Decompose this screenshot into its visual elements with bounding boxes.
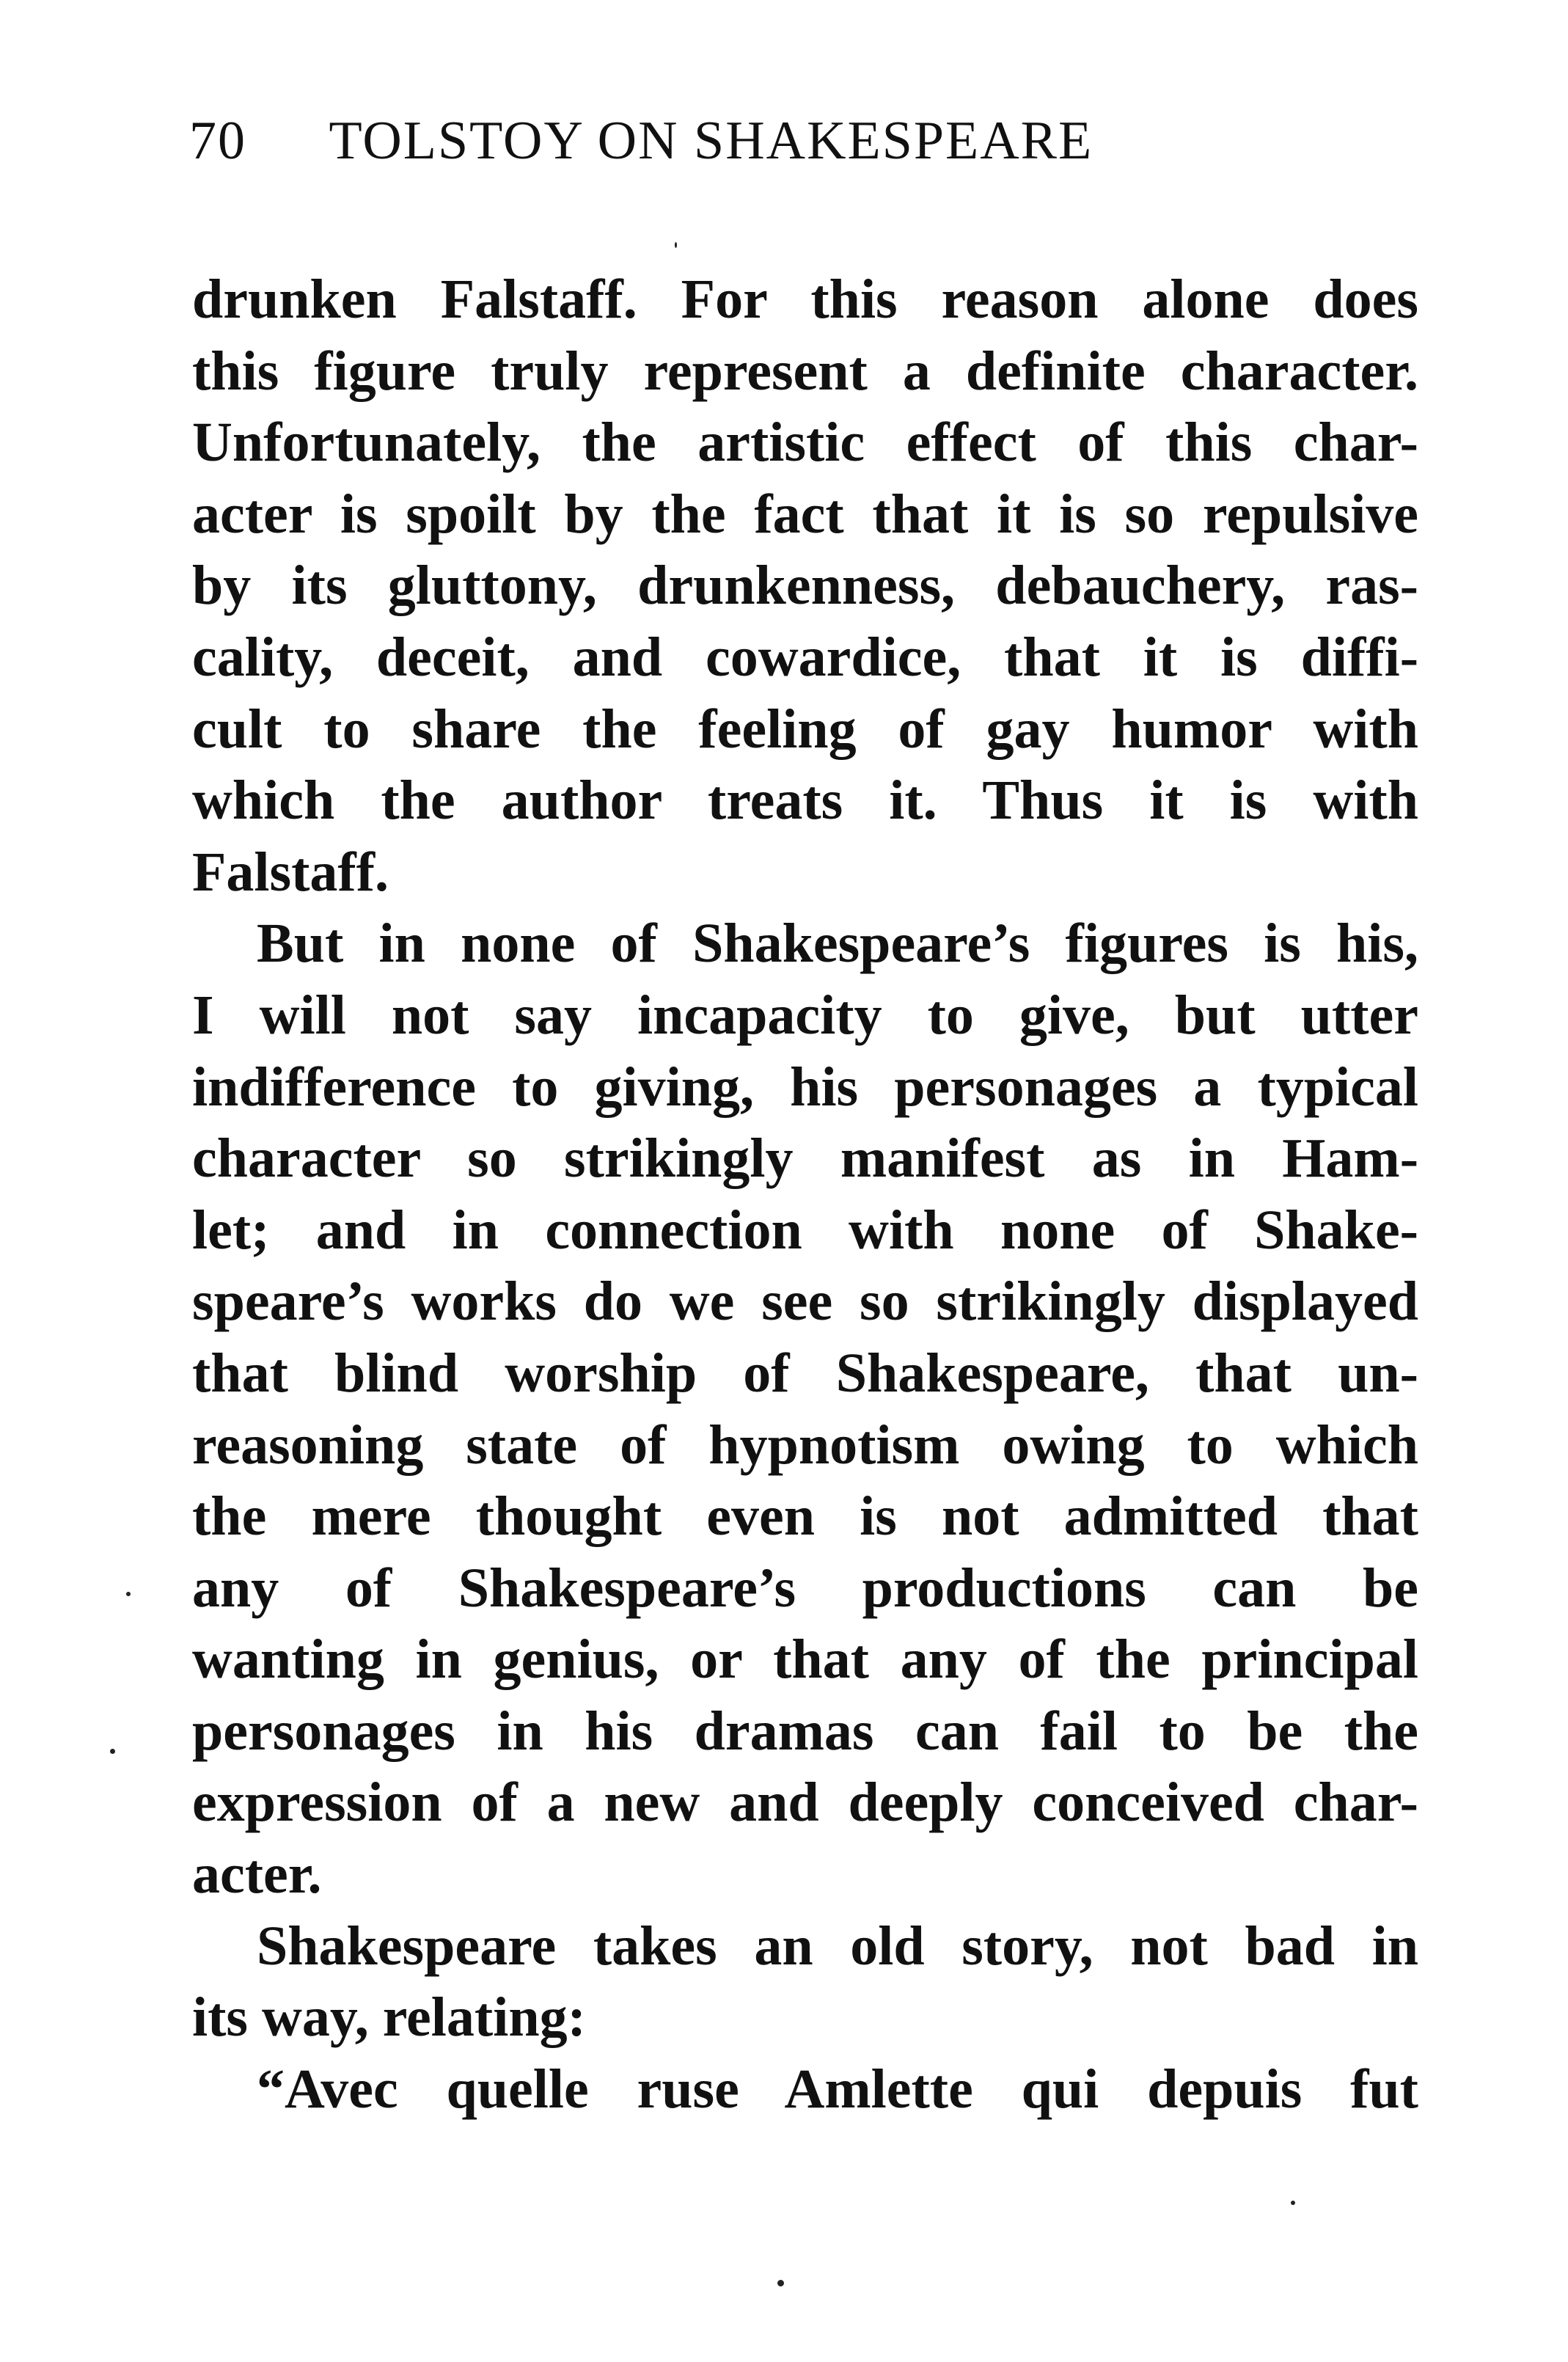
text-line: acter is spoilt by the fact that it is so repulsive bbox=[192, 483, 1418, 545]
text-line: this figure truly represent a definite character. bbox=[192, 340, 1418, 402]
scan-speck bbox=[126, 1592, 131, 1596]
running-head bbox=[189, 110, 1436, 183]
text-line: Falstaff. bbox=[192, 841, 389, 903]
text-line: indifference to giving, his personages a typical bbox=[192, 1056, 1418, 1118]
text-line: its way, relating: bbox=[192, 1986, 586, 2049]
text-line: Shakespeare takes an old story, not bad in bbox=[257, 1915, 1418, 1977]
text-line: character so strikingly manifest as in Ham- bbox=[192, 1127, 1418, 1190]
text-line: which the author treats it. Thus it is with bbox=[192, 769, 1418, 832]
text-line: acter. bbox=[192, 1843, 322, 1906]
text-line: Unfortunately, the artistic effect of this char- bbox=[192, 412, 1418, 474]
text-line: wanting in genius, or that any of the principal bbox=[192, 1628, 1418, 1691]
text-line: let; and in connection with none of Shake- bbox=[192, 1199, 1418, 1261]
text-line: I will not say incapacity to give, but utter bbox=[192, 984, 1418, 1046]
scan-speck bbox=[1291, 2201, 1295, 2205]
text-line: that blind worship of Shakespeare, that un- bbox=[192, 1342, 1418, 1404]
text-line: by its gluttony, drunkenness, debauchery, ras- bbox=[192, 555, 1418, 617]
text-line: speare’s works do we see so strikingly displayed bbox=[192, 1270, 1418, 1333]
text-line: expression of a new and deeply conceived char- bbox=[192, 1771, 1418, 1834]
scan-speck bbox=[777, 2280, 784, 2286]
text-line: cult to share the feeling of gay humor with bbox=[192, 698, 1418, 760]
text-line: “Avec quelle ruse Amlette qui depuis fut bbox=[257, 2058, 1418, 2120]
text-line: the mere thought even is not admitted that bbox=[192, 1485, 1418, 1548]
body-text bbox=[192, 264, 1418, 2125]
text-line: reasoning state of hypnotism owing to which bbox=[192, 1414, 1418, 1476]
text-line: drunken Falstaff. For this reason alone does bbox=[192, 268, 1418, 330]
text-line: But in none of Shakespeare’s figures is his, bbox=[257, 913, 1418, 975]
scan-speck bbox=[675, 242, 677, 248]
page-number: 70 bbox=[189, 111, 246, 171]
text-line: any of Shakespeare’s productions can be bbox=[192, 1557, 1418, 1619]
running-title: TOLSTOY ON SHAKESPEARE bbox=[329, 111, 1093, 171]
scan-speck bbox=[110, 1749, 115, 1754]
text-line: personages in his dramas can fail to be the bbox=[192, 1700, 1418, 1762]
text-line: cality, deceit, and cowardice, that it is diffi- bbox=[192, 626, 1418, 688]
